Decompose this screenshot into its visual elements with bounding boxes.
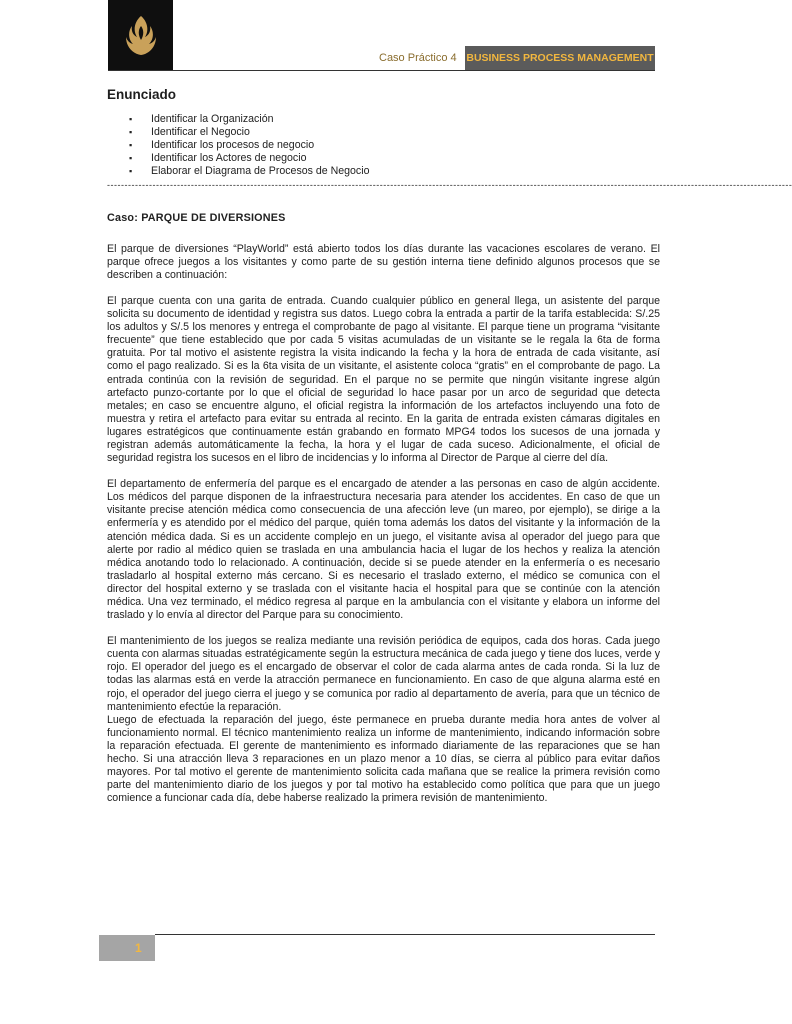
logo — [108, 0, 173, 71]
list-item-text: Identificar la Organización — [151, 113, 274, 126]
list-item-text: Identificar el Negocio — [151, 126, 250, 139]
paragraph-intro: El parque de diversiones “PlayWorld” está abierto todos los días durante las vacaciones escolares de verano. El parque ofrece juegos a los visitantes y como parte de su gestión interna tiene definido algunos procesos que se describen a continuación: — [107, 242, 660, 281]
bullet-icon: ▪ — [129, 127, 133, 138]
list-item — [129, 113, 660, 126]
list-item — [129, 165, 660, 178]
paragraph-repair: Luego de efectuada la reparación del juego, éste permanece en prueba durante media hora antes de volver al funcionamiento normal. El técnico mantenimiento realiza un informe de mantenimiento, indicando información sobre la reparación efectuada. El gerente de mantenimiento es informado diariamente de las reparaciones que se han hecho. Si una atracción lleva 3 reparaciones en un plazo menor a 10 días, se cierra al público para evitar daños mayores. Por tal motivo el gerente de mantenimiento solicita cada mañana que se realice la primera revisión como parte del mantenimiento diario de los juegos y por tal motivo ha establecido como política que para que un juego comience a funcionar cada día, debe haberse realizado la primera revisión de mantenimiento. — [107, 713, 660, 805]
dashed-divider: ---------------------------------------------------------------------------------------------------------------------------------------------------------------------------------------------------- — [107, 179, 792, 190]
page-number: 1 — [135, 941, 142, 955]
list-item — [129, 126, 660, 139]
paragraph-nursing: El departamento de enfermería del parque es el encargado de atender a las personas en caso de algún accidente. Los médicos del parque disponen de la infraestructura necesaria para atender los accidentes. En caso de que un visitante precise atención médica como consecuencia de una afección leve (un mareo, por ejemplo), se dirige a la enfermería y es atendido por el médico del parque, quién toma además los datos del visitante y la información de la atención médica dada. Si es un accidente complejo en un juego, el visitante avisa al operador del juego para que alerte por radio al médico quien se traslada en una ambulancia hacia el lugar de los hechos y realiza la atención médica anotando todo lo relacionado. A continuación, decide si se puede atender en la enfermería o es necesario trasladarlo al hospital externo más cercano. Si es necesario el traslado externo, el médico se comunica con el director del hospital externo y se traslada con el visitante hacia el hospital para que se continúe con la atención médica. Una vez terminado, el médico regresa al parque en la ambulancia con el visitante y elabora un informe del traslado y lo envía al director del Parque para su conocimiento. — [107, 478, 660, 622]
document-body — [107, 87, 792, 818]
objectives-list — [107, 113, 660, 178]
footer-divider — [155, 934, 655, 935]
bullet-icon: ▪ — [129, 153, 133, 164]
enunciado-title: Enunciado — [107, 87, 177, 102]
bullet-icon: ▪ — [129, 114, 133, 125]
list-item-text: Identificar los Actores de negocio — [151, 152, 307, 165]
bullet-icon: ▪ — [129, 140, 133, 151]
page-number-box — [99, 935, 155, 961]
paragraph-entrance: El parque cuenta con una garita de entrada. Cuando cualquier público en general llega, un asistente del parque solicita su documento de identidad y registra sus datos. Luego cobra la entrada a partir de la tarifa establecida: S/.25 los adultos y S/.5 los menores y entrega el comprobante de pago al visitante. El parque tiene un programa “visitante frecuente” que tiene establecido que por cada 5 visitas acumuladas de un visitante se le regala la 6ta de forma gratuita. Por tal motivo el asistente registra la visita indicando la fecha y la hora de entrada de cada visitante, así como el pago realizado. Si es la 6ta visita de un visitante, el asistente coloca “gratis” en el comprobante de pago. La entrada continúa con la revisión de seguridad. En el parque no se permite que ningún visitante ingrese algún artefacto punzo-cortante por lo que el oficial de seguridad lo hace pasar por un arco de seguridad que detecta metales; en caso se encuentre alguno, el oficial registra la información de los artefactos incluyendo una foto de muestra y retira el artefacto para evitar su entrada al recinto. En la garita de entrada existen cámaras digitales en lugares estratégicos que continuamente están grabando en formato MPG4 todos los sucesos de una jornada y registran además automáticamente la fecha, la hora y el lugar de cada suceso. Adicionalmente, el oficial de seguridad registra los sucesos en el libro de incidencias y lo informa al Director de Parque al cierre del día. — [107, 294, 660, 465]
paragraph-maintenance: El mantenimiento de los juegos se realiza mediante una revisión periódica de equipos, cada dos horas. Cada juego cuenta con alarmas situadas estratégicamente según la estructura mecánica de cada juego y tiene dos luces, verde y rojo. El operador del juego es el encargado de observar el color de cada alarma antes de cada ronda. Si la luz de todas las alarmas está en verde la atracción permanece en funcionamiento. En caso de que alguna alarma esté en rojo, el operador del juego cierra el juego y se comunica por radio al departamento de avería, para que un técnico de mantenimiento efectúe la reparación. — [107, 635, 660, 713]
case-label: Caso Práctico 4 — [379, 52, 457, 64]
bullet-icon: ▪ — [129, 166, 133, 177]
list-item-text: Identificar los procesos de negocio — [151, 139, 315, 152]
upc-logo-icon — [123, 13, 159, 58]
list-item-text: Elaborar el Diagrama de Procesos de Negocio — [151, 165, 370, 178]
list-item — [129, 139, 660, 152]
case-title: Caso: PARQUE DE DIVERSIONES — [107, 211, 286, 224]
header-divider — [108, 70, 655, 71]
list-item — [129, 152, 660, 165]
course-banner: BUSINESS PROCESS MANAGEMENT — [465, 46, 655, 70]
